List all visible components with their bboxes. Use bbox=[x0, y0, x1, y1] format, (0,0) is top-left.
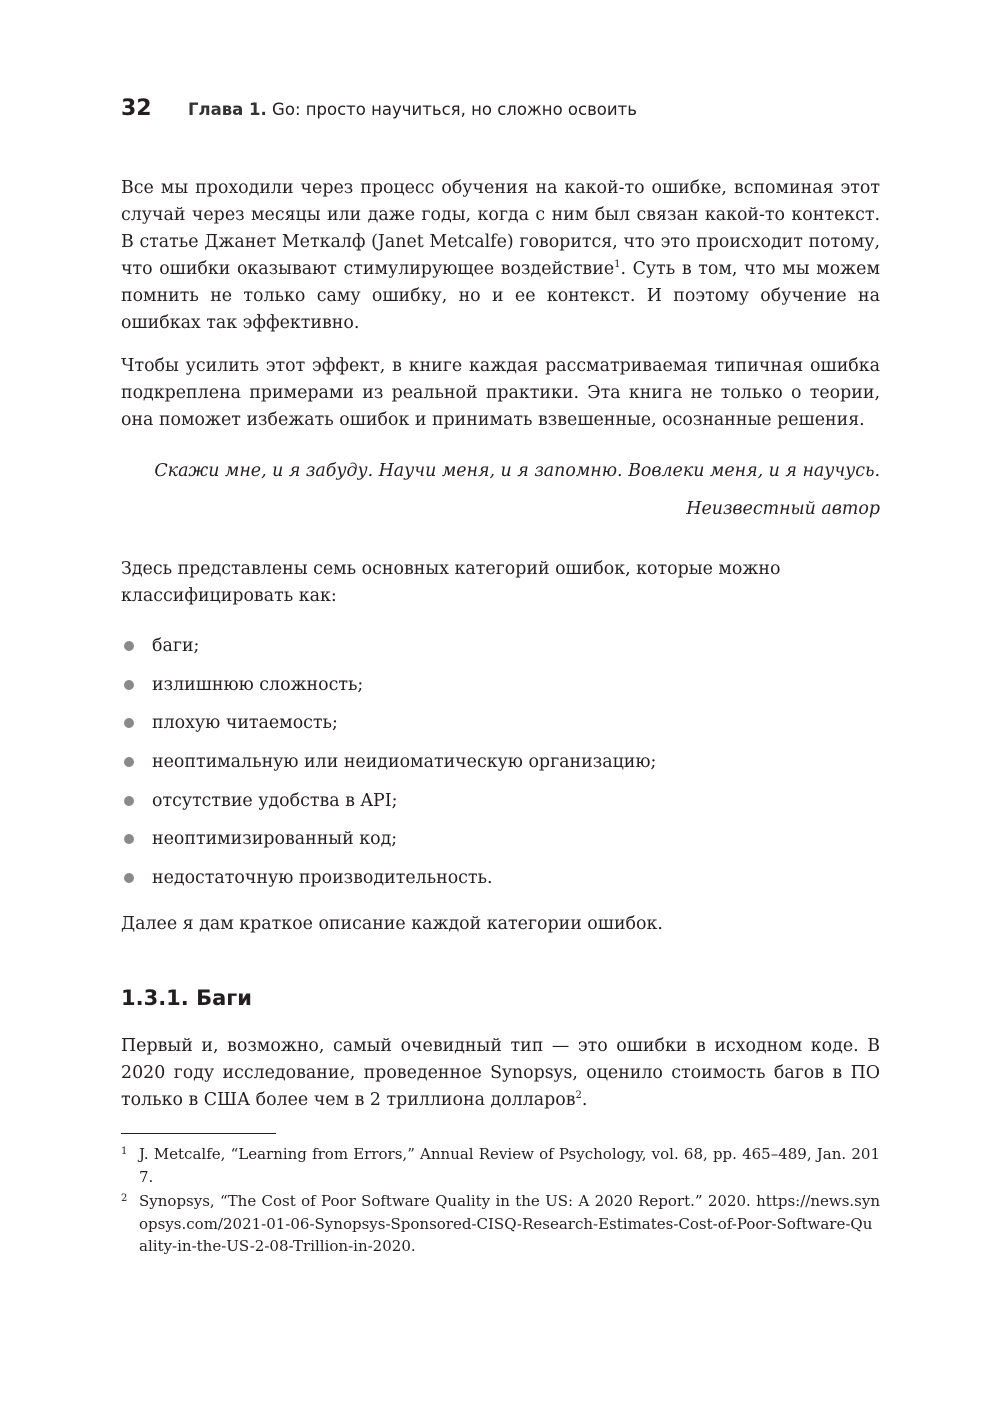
paragraph-categories-outro: Далее я дам краткое описание каждой категории ошибок. bbox=[121, 914, 663, 934]
footnote-mark: 2 bbox=[121, 1193, 128, 1205]
running-head bbox=[121, 96, 880, 136]
footnote-ref-1: 1 bbox=[614, 258, 621, 270]
footnote-mark: 1 bbox=[121, 1146, 128, 1157]
footnote-1 bbox=[121, 1143, 880, 1188]
chapter-name: Go: просто научиться, но сложно освоить bbox=[266, 100, 637, 119]
list-item-text: недостаточную производительность. bbox=[152, 867, 493, 888]
list-item-text: излишнюю сложность; bbox=[152, 674, 364, 695]
error-categories-list bbox=[121, 627, 880, 897]
paragraph-text: . Суть в том, что мы можем помнить не только саму ошибку, но и ее контекст. И поэтому обучение на ошибках так эффективно. bbox=[121, 258, 880, 333]
list-item-text: отсутствие удобства в API; bbox=[152, 790, 398, 811]
page-number: 32 bbox=[121, 96, 152, 121]
list-item bbox=[121, 820, 880, 859]
footnote-text: J. Metcalfe, “Learning from Errors,” Annual Review of Psychology, vol. 68, pp. 465–489, Jan. 2017. bbox=[139, 1145, 880, 1186]
paragraph-text: Все мы проходили через процесс обучения на какой-то ошибке, вспоминая этот случай через месяцы или даже годы, когда с ним был связан какой-то контекст. В статье Джанет Меткалф (Janet Metcalfe) говорится, что это происходит потому, что ошибки оказывают стимулирующее воздействие bbox=[121, 178, 880, 279]
list-item bbox=[121, 859, 880, 898]
bullet-icon bbox=[124, 834, 134, 844]
paragraph-categories-intro: Здесь представлены семь основных категорий ошибок, которые можно классифицировать как: bbox=[121, 559, 781, 606]
chapter-title bbox=[188, 100, 637, 119]
paragraph-book-purpose: Чтобы усилить этот эффект, в книге каждая рассматриваемая типичная ошибка подкреплена примерами из реальной практики. Эта книга не только о теории, она поможет избежать ошибок и принимать взвешенные, осознанные решения. bbox=[121, 356, 880, 430]
book-page bbox=[121, 96, 880, 1256]
footnote-text: Synopsys, “The Cost of Poor Software Quality in the US: A 2020 Report.” 2020. https://news.synopsys.com/2021-01-06-Synopsys-Sponsored-CISQ-Research-Estimates-Cost-of-Poor-Software-Quality-in-the-US-2-08-Trillion-in-2020. bbox=[139, 1192, 880, 1256]
bullet-icon bbox=[124, 873, 134, 883]
list-item bbox=[121, 627, 880, 666]
paragraph-learning-from-errors bbox=[121, 175, 880, 336]
section-heading: 1.3.1. Баги bbox=[121, 986, 252, 1010]
list-item-text: плохую читаемость; bbox=[152, 713, 338, 734]
bullet-icon bbox=[124, 757, 134, 767]
bullet-icon bbox=[124, 796, 134, 806]
chapter-label: Глава 1. bbox=[188, 100, 267, 119]
epigraph-quote: Скажи мне, и я забуду. Научи меня, и я запомню. Вовлеки меня, и я научусь. bbox=[154, 461, 880, 481]
paragraph-text: Первый и, возможно, самый очевидный тип — это ошибки в исходном коде. В 2020 году исследование, проведенное Synopsys, оценило стоимость багов в ПО только в США более чем в 2 триллиона долларов bbox=[121, 1036, 880, 1110]
list-item-text: неоптимизированный код; bbox=[152, 829, 398, 850]
list-item-text: неоптимальную или неидиоматическую организацию; bbox=[152, 752, 657, 773]
list-item-text: баги; bbox=[152, 636, 200, 657]
list-item bbox=[121, 781, 880, 820]
paragraph-bugs bbox=[121, 1033, 880, 1114]
footnote-ref-2: 2 bbox=[575, 1090, 582, 1102]
bullet-icon bbox=[124, 641, 134, 651]
bullet-icon bbox=[124, 718, 134, 728]
epigraph-author: Неизвестный автор bbox=[686, 499, 880, 519]
bullet-icon bbox=[124, 680, 134, 690]
list-item bbox=[121, 666, 880, 705]
paragraph-text: . bbox=[581, 1089, 588, 1110]
footnotes bbox=[121, 1143, 880, 1260]
footnote-divider bbox=[121, 1133, 276, 1134]
list-item bbox=[121, 743, 880, 782]
list-item bbox=[121, 704, 880, 743]
footnote-2 bbox=[121, 1190, 880, 1258]
